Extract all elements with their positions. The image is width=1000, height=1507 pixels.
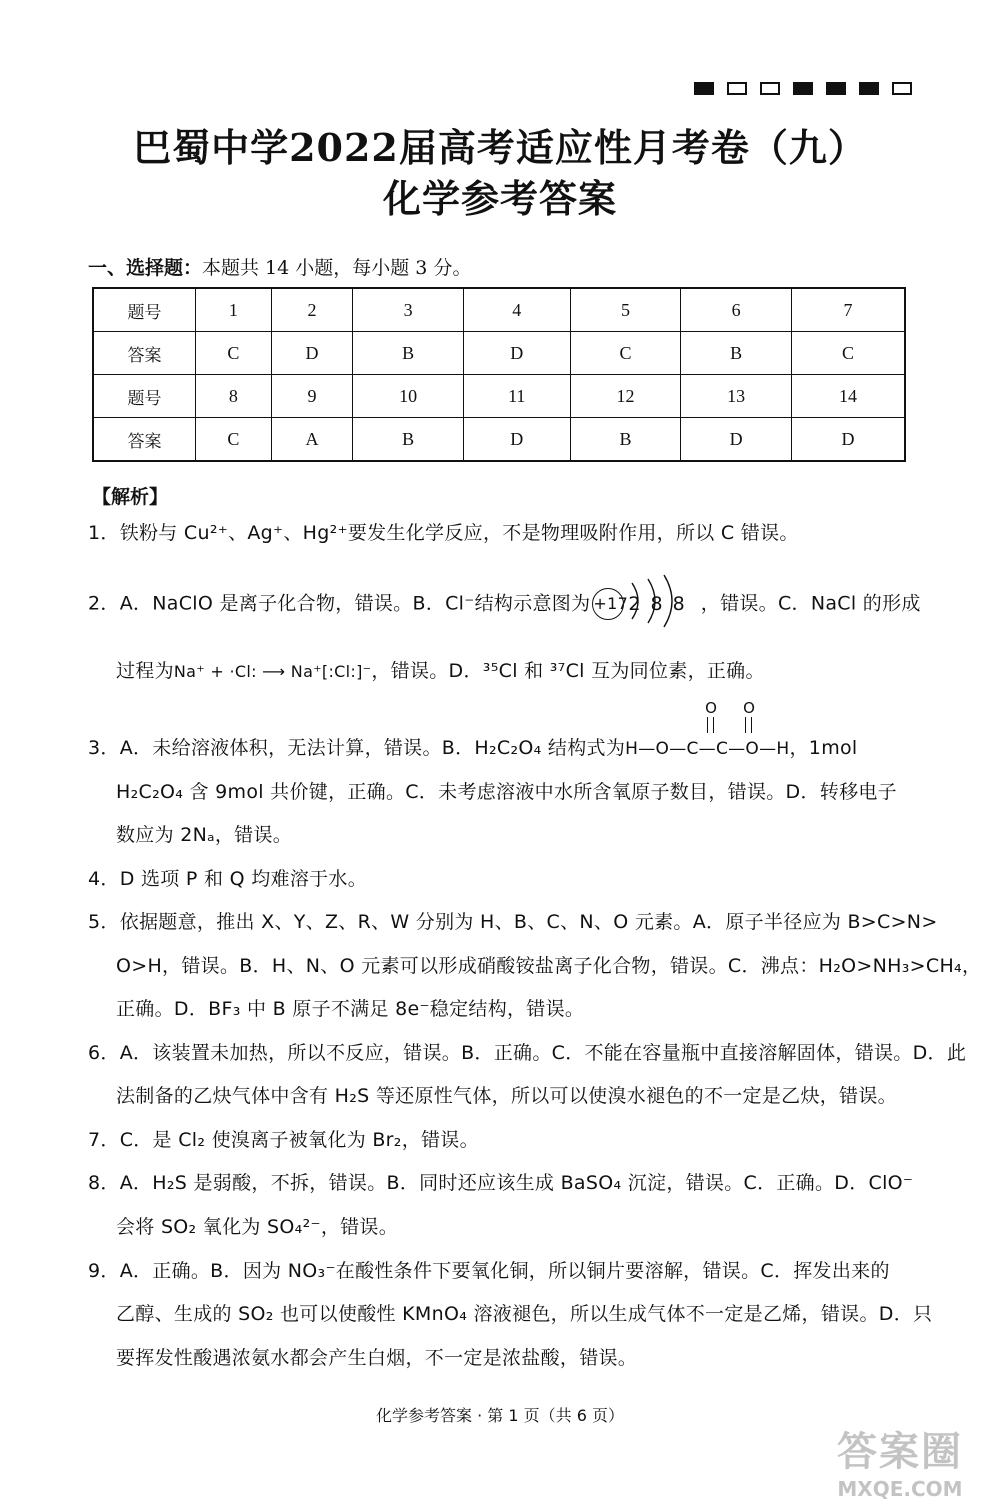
explanation-line: O>H，错误。B．H、N、O 元素可以形成硝酸铵盐离子化合物，错误。C．沸点：H₂O>NH₃>CH₄， [116,955,982,977]
page-subtitle: 化学参考答案 [382,176,617,221]
answer-cell: D [791,418,905,462]
answer-cell: B [570,418,681,462]
double-bond-mark [707,717,714,733]
answer-cell: B [353,418,464,462]
question-number: 14 [791,375,905,418]
header-mark [826,82,846,95]
site-logo [830,1420,970,1500]
header-mark [694,82,714,95]
explanation-line: H₂C₂O₄ 含 9mol 共价键，正确。C．未考虑溶液中水所含氧原子数目，错误。D．转移电子 [116,781,897,803]
explanation-line: 8．A．H₂S 是弱酸，不拆，错误。B．同时还应该生成 BaSO₄ 沉淀，错误。C．正确。D．ClO⁻ [88,1172,914,1194]
question-number: 3 [353,288,464,332]
answer-table [92,287,906,462]
question-number: 4 [463,288,570,332]
answer-cell: D [463,332,570,375]
answer-cell: B [353,332,464,375]
explanation-line: 数应为 2Nₐ，错误。 [116,824,293,846]
question-number: 7 [791,288,905,332]
question-number: 10 [353,375,464,418]
explanation-line: 6．A．该装置未加热，所以不反应，错误。B．正确。C．不能在容量瓶中直接溶解固体，错误。D．此 [88,1042,967,1064]
explanation-line: 5．依据题意，推出 X、Y、Z、R、W 分别为 H、B、C、N、O 元素。A．原子半径应为 B>C>N> [88,911,938,933]
logo-url: MXQE.COM [837,1477,963,1501]
answer-cell: B [681,332,792,375]
header-mark [892,82,912,95]
explanation-line: 1．铁粉与 Cu²⁺、Ag⁺、Hg²⁺要发生化学反应，不是物理吸附作用，所以 C 错误。 [88,522,799,544]
explanation-text: ，1mol [789,737,858,759]
explanation-text: 过程为 [116,660,174,682]
question-number: 6 [681,288,792,332]
answer-cell: C [570,332,681,375]
shell-arcs-icon [624,571,687,631]
section-heading [88,253,471,280]
header-mark [760,82,780,95]
table-row [93,418,905,462]
page-title: 巴蜀中学2022届高考适应性月考卷（九） [133,125,867,170]
table-row-label: 答案 [93,332,196,375]
question-number: 11 [463,375,570,418]
question-number: 9 [271,375,353,418]
explanation-line: 乙醇、生成的 SO₂ 也可以使酸性 KMnO₄ 溶液褪色，所以生成气体不一定是乙烯，错误。D．只 [116,1303,933,1325]
table-row-label: 题号 [93,288,196,332]
header-marks [694,82,912,95]
header-mark [793,82,813,95]
explanation-line [116,656,765,683]
table-row [93,332,905,375]
question-number: 12 [570,375,681,418]
table-row [93,288,905,332]
answer-cell: C [196,332,272,375]
explanation-text: 3．A．未给溶液体积，无法计算，错误。B．H₂C₂O₄ 结构式为 [88,737,626,759]
header-mark [727,82,747,95]
explanation-line: 会将 SO₂ 氧化为 SO₄²⁻，错误。 [116,1216,399,1238]
table-row [93,375,905,418]
section-heading-note: 本题共 14 小题，每小题 3 分。 [202,257,472,279]
question-number: 5 [570,288,681,332]
explanation-line: 7．C．是 Cl₂ 使溴离子被氧化为 Br₂，错误。 [88,1129,479,1151]
question-number: 2 [271,288,353,332]
structure-text: H—O—C—C—O—H [625,739,790,759]
oxygen-label: O [705,699,718,717]
explanation-line: 4．D 选项 P 和 Q 均难溶于水。 [88,868,368,890]
explanation-line: 正确。D．BF₃ 中 B 原子不满足 8e⁻稳定结构，错误。 [116,998,585,1020]
answer-cell: D [271,332,353,375]
question-number: 1 [196,288,272,332]
header-mark [859,82,879,95]
explanation-line: 9．A．正确。B．因为 NO₃⁻在酸性条件下要氧化铜，所以铜片要溶解，错误。C．挥发出来的 [88,1260,890,1282]
page-footer: 化学参考答案 · 第 1 页（共 6 页） [376,1406,624,1425]
table-row-label: 答案 [93,418,196,462]
explanation-line: 法制备的乙炔气体中含有 H₂S 等还原性气体，所以可以使溴水褪色的不一定是乙炔，错误。 [116,1085,897,1107]
analysis-heading: 【解析】 [92,486,169,508]
explanation-line [88,699,858,760]
answer-cell: D [681,418,792,462]
table-row-label: 题号 [93,375,196,418]
question-number: 13 [681,375,792,418]
explanation-line [88,588,921,620]
question-number: 8 [196,375,272,418]
electron-shells [624,593,700,615]
nucleus-circle: +17 [592,588,624,620]
shell-numbers: 2 8 8 [628,593,687,615]
explanation-text: ，错误。D．³⁵Cl 和 ³⁷Cl 互为同位素，正确。 [371,660,765,682]
answer-cell: D [463,418,570,462]
explanation-text: ，错误。C．NaCl 的形成 [700,592,921,615]
logo-text: 答案圈 [837,1429,963,1475]
explanation-text: 2．A．NaClO 是离子化合物，错误。B．Cl⁻结构示意图为 [88,592,591,615]
section-heading-label: 一、选择题： [88,257,203,279]
structural-formula [625,699,790,759]
double-bond-mark [745,717,752,733]
answer-cell: A [271,418,353,462]
oxygen-label: O [743,699,756,717]
answer-cell: C [196,418,272,462]
formation-formula: Na⁺ + ·Cl: ⟶ Na⁺[:Cl:]⁻ [173,662,372,681]
answer-cell: C [791,332,905,375]
explanation-line: 要挥发性酸遇浓氨水都会产生白烟，不一定是浓盐酸，错误。 [116,1347,638,1369]
